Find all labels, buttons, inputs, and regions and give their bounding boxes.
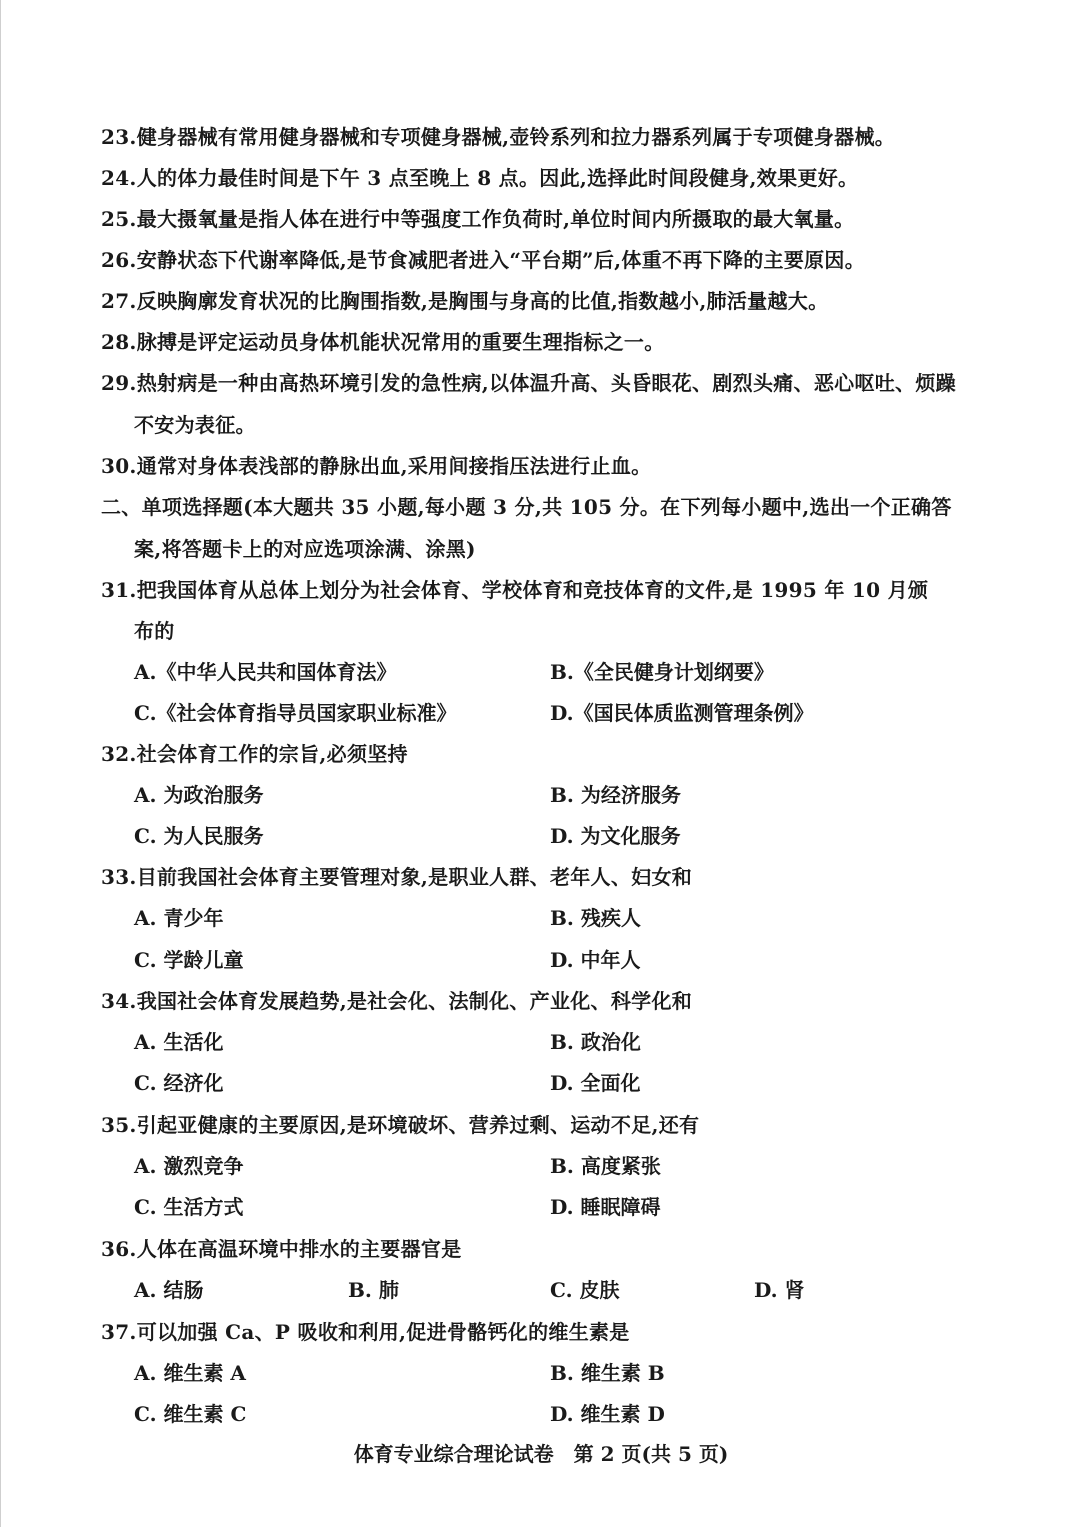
question-36-option-c: C. 皮肤: [550, 1278, 620, 1302]
question-33-option-c: C. 学龄儿童: [134, 948, 244, 972]
question-37-stem: 37.可以加强 Ca、P 吸收和利用,促进骨骼钙化的维生素是: [101, 1320, 630, 1344]
question-34-option-a: A. 生活化: [134, 1030, 224, 1054]
question-31-option-d: D.《国民体质监测管理条例》: [550, 701, 814, 725]
question-31-option-a: A.《中华人民共和国体育法》: [134, 660, 397, 684]
question-37-option-b: B. 维生素 B: [550, 1361, 665, 1385]
question-37-option-d: D. 维生素 D: [550, 1402, 665, 1426]
page-footer: 体育专业综合理论试卷 第 2 页(共 5 页): [353, 1442, 729, 1466]
question-33-option-d: D. 中年人: [550, 948, 641, 972]
question-33-stem: 33.目前我国社会体育主要管理对象,是职业人群、老年人、妇女和: [101, 865, 693, 889]
question-34-option-c: C. 经济化: [134, 1071, 224, 1095]
question-35-option-d: D. 睡眠障碍: [550, 1195, 661, 1219]
question-32-stem: 32.社会体育工作的宗旨,必须坚持: [101, 742, 408, 766]
statement-28: 28.脉搏是评定运动员身体机能状况常用的重要生理指标之一。: [101, 330, 665, 354]
question-31-stem-continued: 布的: [134, 619, 175, 643]
question-31-option-c: C.《社会体育指导员国家职业标准》: [134, 701, 457, 725]
question-37-option-c: C. 维生素 C: [134, 1402, 247, 1426]
statement-27: 27.反映胸廓发育状况的比胸围指数,是胸围与身高的比值,指数越小,肺活量越大。: [101, 289, 829, 313]
question-36-option-d: D. 肾: [754, 1278, 805, 1302]
question-36-stem: 36.人体在高温环境中排水的主要器官是: [101, 1237, 462, 1261]
question-32-option-b: B. 为经济服务: [550, 783, 681, 807]
question-35-stem: 35.引起亚健康的主要原因,是环境破坏、营养过剩、运动不足,还有: [101, 1113, 700, 1137]
question-31-stem: 31.把我国体育从总体上划分为社会体育、学校体育和竞技体育的文件,是 1995 年 10 月颁: [101, 578, 929, 602]
question-32-option-c: C. 为人民服务: [134, 824, 264, 848]
question-33-option-a: A. 青少年: [134, 906, 224, 930]
section-heading-continued: 案,将答题卡上的对应选项涂满、涂黑): [134, 537, 476, 561]
statement-26: 26.安静状态下代谢率降低,是节食减肥者进入“平台期”后,体重不再下降的主要原因。: [101, 248, 866, 272]
statement-23: 23.健身器械有常用健身器械和专项健身器械,壶铃系列和拉力器系列属于专项健身器械。: [101, 125, 896, 149]
question-32-option-d: D. 为文化服务: [550, 824, 681, 848]
question-36-option-a: A. 结肠: [134, 1278, 204, 1302]
question-35-option-a: A. 激烈竞争: [134, 1154, 244, 1178]
question-35-option-c: C. 生活方式: [134, 1195, 244, 1219]
statement-29: 29.热射病是一种由高热环境引发的急性病,以体温升高、头昏眼花、剧烈头痛、恶心呕吐、烦躁: [101, 371, 956, 395]
statement-29-continued: 不安为表征。: [134, 413, 256, 437]
question-31-option-b: B.《全民健身计划纲要》: [550, 660, 774, 684]
question-35-option-b: B. 高度紧张: [550, 1154, 661, 1178]
question-36-option-b: B. 肺: [348, 1278, 399, 1302]
question-34-option-d: D. 全面化: [550, 1071, 641, 1095]
statement-24: 24.人的体力最佳时间是下午 3 点至晚上 8 点。因此,选择此时间段健身,效果更好。: [101, 166, 859, 190]
question-34-option-b: B. 政治化: [550, 1030, 641, 1054]
question-33-option-b: B. 残疾人: [550, 906, 641, 930]
question-32-option-a: A. 为政治服务: [134, 783, 264, 807]
statement-30: 30.通常对身体表浅部的静脉出血,采用间接指压法进行止血。: [101, 454, 652, 478]
question-34-stem: 34.我国社会体育发展趋势,是社会化、法制化、产业化、科学化和: [101, 989, 693, 1013]
statement-25: 25.最大摄氧量是指人体在进行中等强度工作负荷时,单位时间内所摄取的最大氧量。: [101, 207, 855, 231]
question-37-option-a: A. 维生素 A: [134, 1361, 246, 1385]
section-heading: 二、单项选择题(本大题共 35 小题,每小题 3 分,共 105 分。在下列每小题中,选出一个正确答: [101, 495, 952, 519]
